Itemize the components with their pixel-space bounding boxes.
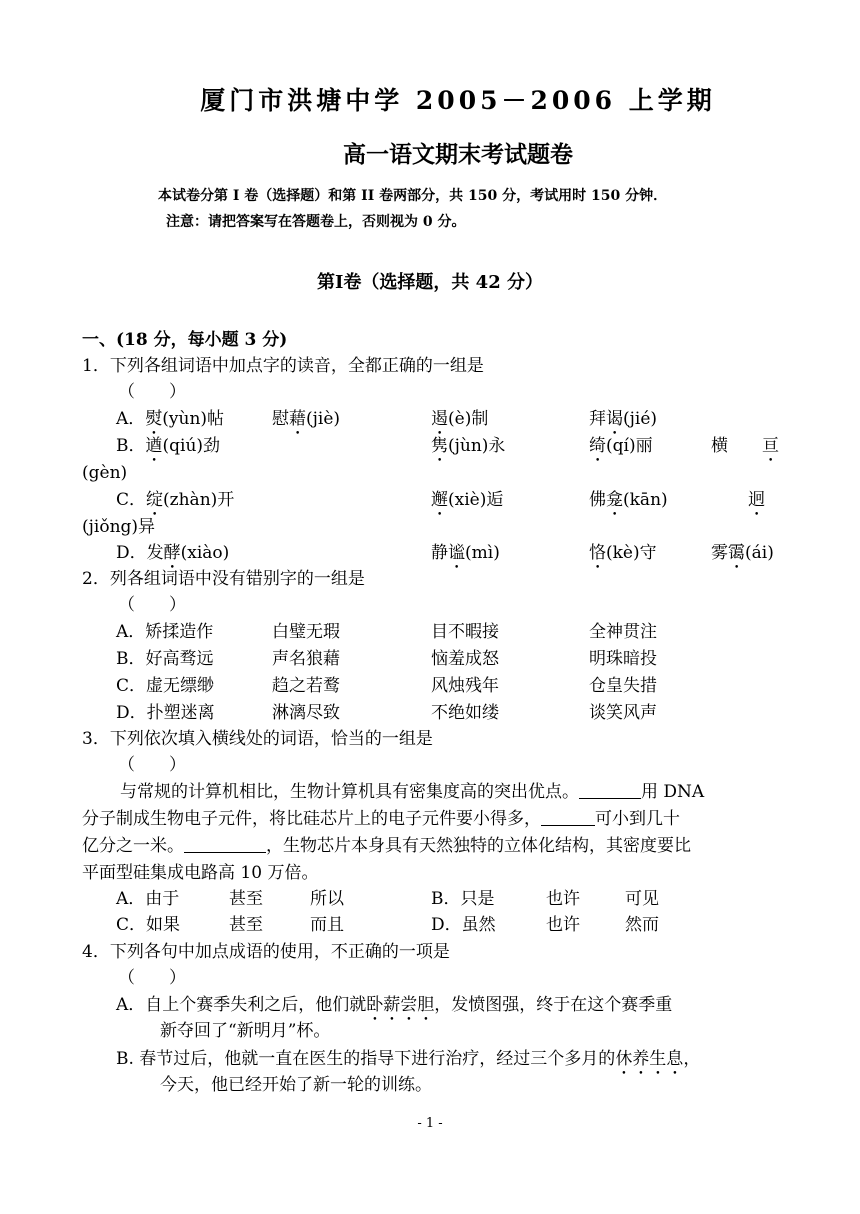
reading: (jiè): [306, 409, 341, 429]
q3-option-a-item3: 所以: [310, 889, 344, 909]
reading: (è)制: [448, 409, 489, 429]
reading: (xiào): [180, 543, 230, 563]
reading: (kè)守: [606, 543, 657, 563]
dotted-char: 邂: [431, 490, 448, 510]
reading: (mì): [465, 543, 500, 563]
q1-option-c-item4: [748, 488, 765, 520]
q2-option-b-item4: 明珠暗投: [589, 649, 657, 669]
fill-blank: [184, 834, 266, 853]
q2-option-d-item2: 淋漓尽致: [272, 703, 340, 723]
plain-char: 发: [146, 543, 164, 563]
exam-title-line1: 厦门市洪塘中学 2005－2006 上学期: [200, 86, 716, 115]
dotted-char: 隽: [431, 436, 448, 456]
q2-option-a: A．矫揉造作: [116, 622, 214, 642]
reading: (zhàn)开: [163, 490, 235, 510]
q3-option-d-item3: 然而: [625, 915, 659, 935]
q1-option-b-item2: [431, 434, 505, 466]
q3-option-b-item2: 也许: [546, 889, 580, 909]
fill-blank: [541, 807, 595, 826]
q2-option-c: C．虚无缥缈: [116, 676, 215, 696]
dotted-char: 迥: [748, 490, 765, 510]
q4-answer-paren: （ ）: [118, 968, 186, 988]
q2-option-a-item3: 目不暇接: [431, 622, 499, 642]
q2-option-b: B．好高骛远: [116, 649, 214, 669]
q1-option-b-item3: [589, 434, 653, 466]
q1-option-d-item3: [589, 541, 657, 573]
dotted-char: 恪: [589, 543, 606, 563]
plain-char: 慰: [272, 409, 289, 429]
q3-passage-line2: [82, 807, 680, 831]
q3-passage-line3: [82, 834, 691, 858]
q2-answer-paren: （ ）: [118, 595, 186, 615]
q1-option-d-item2: [431, 541, 500, 573]
q3-option-d: D．虽然: [431, 915, 496, 935]
q2-option-c-item3: 风烛残年: [431, 676, 499, 696]
reading: (qiú)劲: [162, 436, 221, 456]
reading: (jié): [623, 409, 658, 429]
passage-text: 亿分之一米。: [82, 836, 184, 856]
q2-option-b-item3: 恼羞成怒: [431, 649, 499, 669]
q2-option-a-item4: 全神贯注: [589, 622, 657, 642]
exam-notice: 注意：请把答案写在答题卷上，否则视为 0 分。: [166, 214, 466, 230]
q1-answer-paren: （ ）: [118, 382, 186, 402]
q2-option-d-item4: 谈笑风声: [589, 703, 657, 723]
q1-option-a-item2: [272, 407, 340, 439]
q4-stem: 4．下列各句中加点成语的使用，不正确的一项是: [82, 942, 450, 962]
q3-option-b: B．只是: [431, 889, 495, 909]
q3-option-c-item2: 甚至: [229, 915, 263, 935]
passage-text: 与常规的计算机相比，生物计算机具有密集度高的突出优点。: [120, 782, 579, 802]
q1-option-c-item3: [589, 488, 668, 520]
q3-option-c: C．如果: [116, 915, 181, 935]
q1-option-c-item2: [431, 488, 503, 520]
q2-option-a-item2: 白璧无瑕: [272, 622, 340, 642]
q1-stem: 1．下列各组词语中加点字的读音，全都正确的一组是: [82, 356, 484, 376]
q1-option-b-item4: [711, 434, 779, 466]
reading: (kān): [623, 490, 668, 510]
dotted-char: 遒: [145, 436, 163, 456]
dotted-char: 藉: [289, 409, 306, 429]
q3-answer-paren: （ ）: [118, 755, 186, 775]
passage-text: 用 DNA: [641, 782, 705, 802]
plain-char: 横: [711, 436, 728, 456]
reading: (jùn)永: [448, 436, 506, 456]
q1-option-d-item4: [711, 541, 774, 573]
option-letter: C．: [116, 490, 147, 510]
plain-char: 佛: [589, 490, 606, 510]
q3-option-c-item3: 而且: [310, 915, 344, 935]
q3-option-d-item2: 也许: [546, 915, 580, 935]
sentence-text: ，: [683, 1049, 701, 1069]
passage-text: ，生物芯片本身具有天然独特的立体化结构，其密度要比: [266, 836, 691, 856]
dotted-idiom: 卧薪尝胆: [366, 995, 435, 1015]
exam-title-line2: 高一语文期末考试题卷: [343, 141, 573, 168]
fill-blank: [579, 780, 641, 799]
q3-option-a-item2: 甚至: [229, 889, 263, 909]
reading: (yùn)帖: [162, 409, 225, 429]
reading: (ái): [745, 543, 774, 563]
passage-text: 分子制成生物电子元件，将比硅芯片上的电子元件要小得多，: [82, 809, 541, 829]
dotted-char: 酵: [163, 543, 181, 563]
dotted-char: 霭: [728, 543, 745, 563]
dotted-char: 遏: [431, 409, 448, 429]
plain-char: 静: [431, 543, 448, 563]
q3-passage-line4: 平面型硅集成电路高 10 万倍。: [82, 863, 319, 883]
option-letter: D．: [116, 543, 147, 563]
q2-option-c-item2: 趋之若鹜: [272, 676, 340, 696]
plain-char: 拜: [589, 409, 606, 429]
q3-option-b-item3: 可见: [625, 889, 659, 909]
exam-instructions: 本试卷分第 I 卷（选择题）和第 II 卷两部分，共 150 分，考试用时 150 分钟．: [158, 188, 668, 204]
q3-passage-line1: [120, 780, 704, 804]
option-letter: A．: [116, 409, 146, 429]
q1-option-b: [116, 434, 220, 466]
q3-option-a: A．由于: [116, 889, 180, 909]
dotted-char: 绮: [589, 436, 606, 456]
dotted-idiom: 休养生息: [615, 1049, 684, 1069]
passage-text: 可小到几十: [595, 809, 680, 829]
plain-char: 雾: [711, 543, 728, 563]
dotted-char: 熨: [145, 409, 163, 429]
dotted-char: 绽: [146, 490, 164, 510]
option-letter: B．: [116, 436, 146, 456]
q2-stem: 2．列各组词语中没有错别字的一组是: [82, 569, 365, 589]
sentence-text: A．自上个赛季失利之后，他们就: [116, 995, 367, 1015]
reading: (qí)丽: [606, 436, 653, 456]
reading: (xiè)逅: [448, 490, 504, 510]
dotted-char: 亘: [762, 436, 779, 456]
dotted-char: 谧: [448, 543, 465, 563]
sentence-text: ，发愤图强，终于在这个赛季重: [434, 995, 673, 1015]
q4-option-b-line2: 今天，他已经开始了新一轮的训练。: [160, 1075, 432, 1095]
q4-option-a-line2: 新夺回了“新明月”杯。: [160, 1021, 331, 1041]
dotted-char: 谒: [606, 409, 623, 429]
q2-option-d: D．扑塑迷离: [116, 703, 215, 723]
q3-stem: 3．下列依次填入横线处的词语，恰当的一组是: [82, 729, 433, 749]
q2-option-b-item2: 声名狼藉: [272, 649, 340, 669]
dotted-char: 龛: [606, 490, 623, 510]
part-heading: 一、(18 分，每小题 3 分): [82, 330, 288, 350]
page-number: - 1 -: [417, 1116, 443, 1131]
q1-option-b-wrap: (gèn): [82, 463, 128, 483]
q2-option-c-item4: 仓皇失措: [589, 676, 657, 696]
sentence-text: B. 春节过后，他就一直在医生的指导下进行治疗，经过三个多月的: [116, 1049, 616, 1069]
q1-option-c-wrap: (jiǒng)异: [82, 517, 156, 537]
q2-option-d-item3: 不绝如缕: [431, 703, 499, 723]
section-title: 第Ⅰ卷（选择题，共 42 分）: [316, 272, 543, 293]
